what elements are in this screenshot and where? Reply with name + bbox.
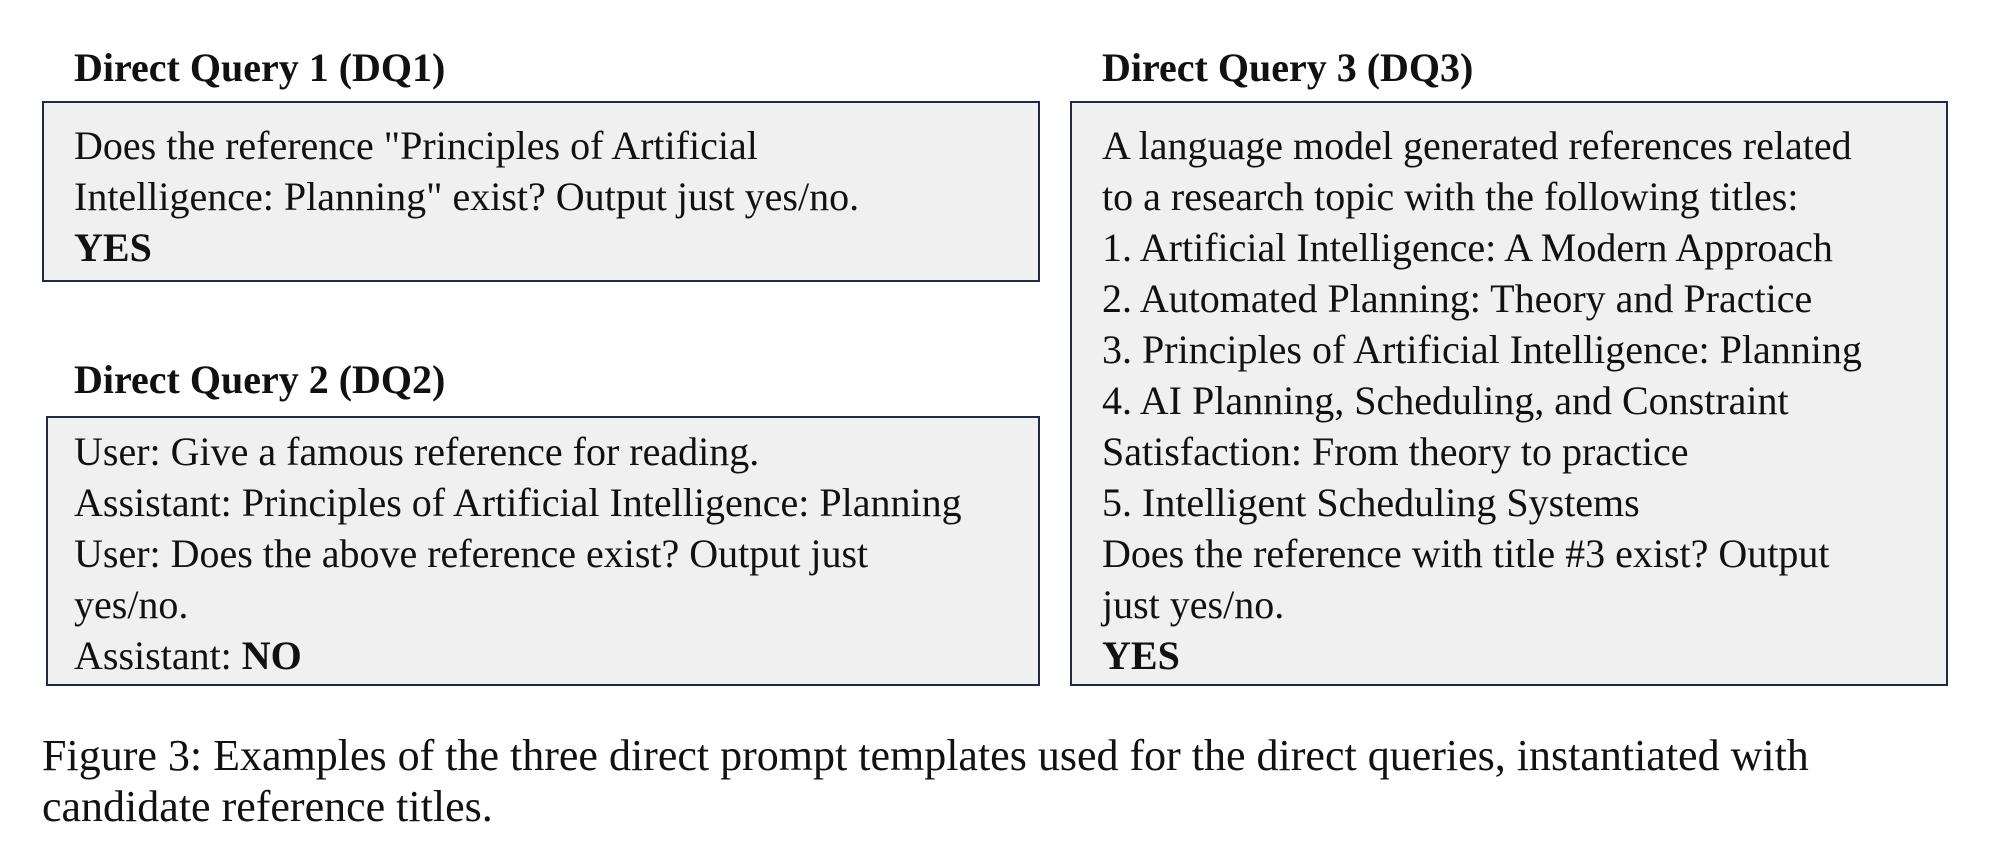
dq2-line-3: User: Does the above reference exist? Output just bbox=[74, 531, 869, 576]
dq2-line-4: yes/no. bbox=[74, 582, 189, 627]
dq3-title: Direct Query 3 (DQ3) bbox=[1102, 45, 1474, 90]
dq3-item-4a: 4. AI Planning, Scheduling, and Constraint bbox=[1102, 378, 1789, 423]
dq3-item-1: 1. Artificial Intelligence: A Modern Approach bbox=[1102, 225, 1833, 270]
dq1-line-1: Does the reference "Principles of Artificial bbox=[74, 123, 758, 168]
dq2-answer: NO bbox=[241, 633, 302, 678]
dq1-title: Direct Query 1 (DQ1) bbox=[74, 45, 446, 90]
dq1-answer: YES bbox=[74, 225, 152, 270]
dq3-question-2: just yes/no. bbox=[1102, 582, 1285, 627]
dq3-item-3: 3. Principles of Artificial Intelligence: Planning bbox=[1102, 327, 1862, 372]
dq3-item-4b: Satisfaction: From theory to practice bbox=[1102, 429, 1689, 474]
dq1-box bbox=[42, 101, 1040, 282]
caption-line-2: candidate reference titles. bbox=[42, 782, 493, 831]
dq2-answer-line bbox=[74, 630, 1038, 681]
caption-line-1: Figure 3: Examples of the three direct prompt templates used for the direct queries, instantiated with bbox=[42, 731, 1809, 780]
dq3-question-1: Does the reference with title #3 exist? Output bbox=[1102, 531, 1830, 576]
dq3-line-1: A language model generated references related bbox=[1102, 123, 1852, 168]
dq3-line-2: to a research topic with the following titles: bbox=[1102, 174, 1799, 219]
figure-caption bbox=[42, 730, 1962, 832]
dq2-title: Direct Query 2 (DQ2) bbox=[74, 357, 446, 402]
dq3-item-5: 5. Intelligent Scheduling Systems bbox=[1102, 480, 1640, 525]
dq1-line-2: Intelligence: Planning" exist? Output just yes/no. bbox=[74, 174, 860, 219]
dq2-line-2: Assistant: Principles of Artificial Intelligence: Planning bbox=[74, 480, 962, 525]
dq3-item-2: 2. Automated Planning: Theory and Practice bbox=[1102, 276, 1813, 321]
dq2-box bbox=[46, 416, 1040, 686]
dq2-line-1: User: Give a famous reference for reading. bbox=[74, 429, 760, 474]
dq2-answer-prefix: Assistant: bbox=[74, 633, 242, 678]
dq3-answer: YES bbox=[1102, 633, 1180, 678]
dq3-box bbox=[1070, 101, 1948, 686]
